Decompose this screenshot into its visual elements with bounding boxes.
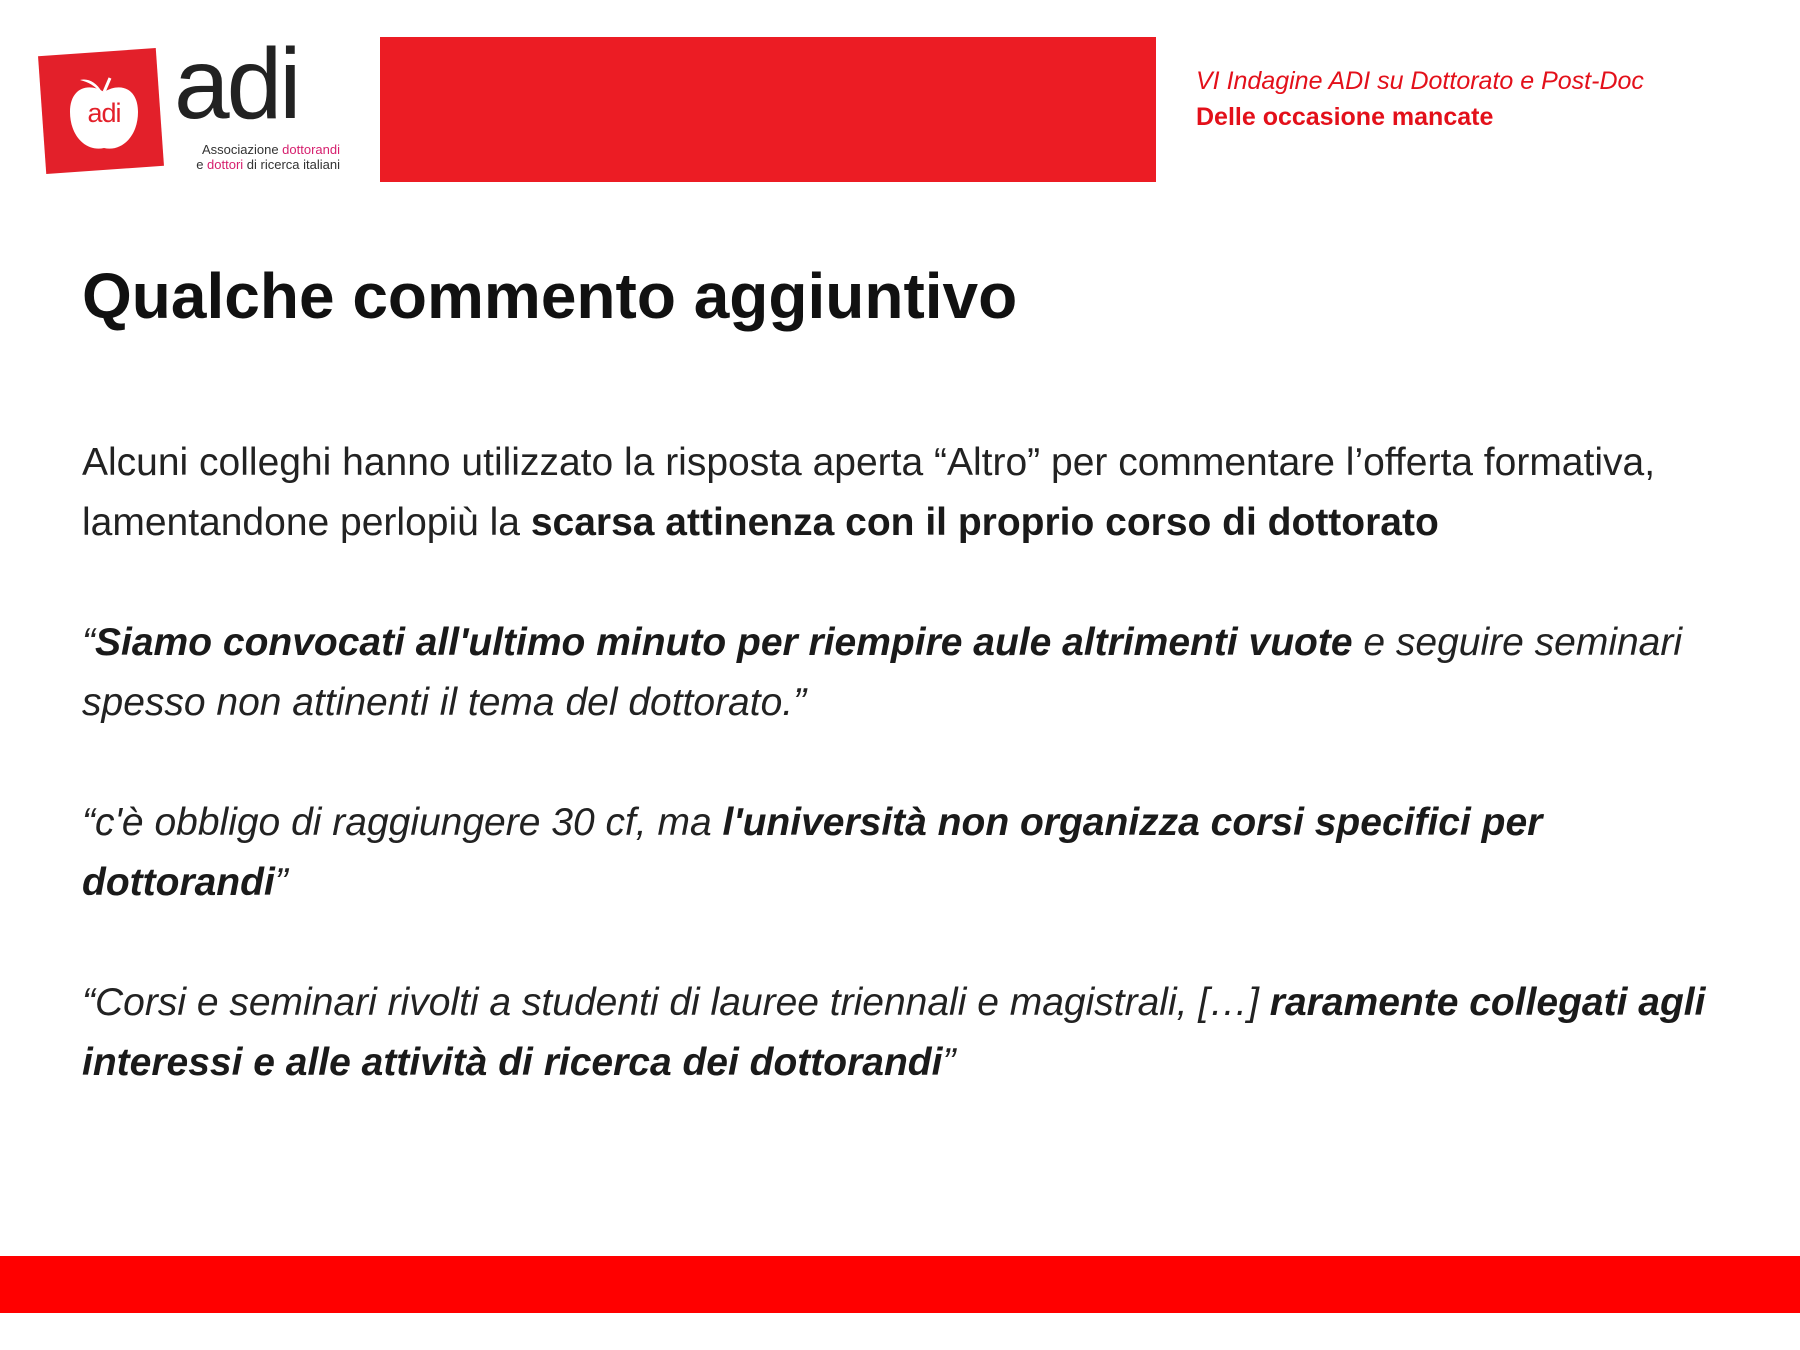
- footer-red-bar: [0, 1256, 1800, 1313]
- quote-3: “Corsi e seminari rivolti a studenti di lauree triennali e magistrali, […] raramente collegati agli interessi e alle attività di ricerca dei dottorandi”: [82, 981, 1706, 1084]
- adi-logo: [40, 28, 340, 180]
- survey-subtitle: Delle occasione mancate: [1196, 103, 1494, 131]
- logo-tagline: Associazione dottorandi e dottori di ricerca italiani: [196, 142, 340, 172]
- logo-apple-text: adi: [87, 98, 121, 128]
- logo-wordmark: adi: [174, 28, 299, 140]
- intro-paragraph: Alcuni colleghi hanno utilizzato la risposta aperta “Altro” per commentare l’offerta formativa, lamentandone perlopiù la scarsa attinenza con il proprio corso di dottorato: [82, 441, 1656, 544]
- page-title: Qualche commento aggiuntivo: [82, 260, 1018, 332]
- survey-title: VI Indagine ADI su Dottorato e Post-Doc: [1196, 67, 1644, 95]
- quote-1: “Siamo convocati all'ultimo minuto per riempire aule altrimenti vuote e seguire seminari spesso non attinenti il tema del dottorato.”: [82, 621, 1683, 724]
- header-red-banner: [380, 37, 1156, 182]
- survey-info: [1196, 63, 1776, 135]
- quote-2: “c'è obbligo di raggiungere 30 cf, ma l'università non organizza corsi specifici per dottorandi”: [82, 801, 1543, 904]
- slide-content: [82, 433, 1742, 1153]
